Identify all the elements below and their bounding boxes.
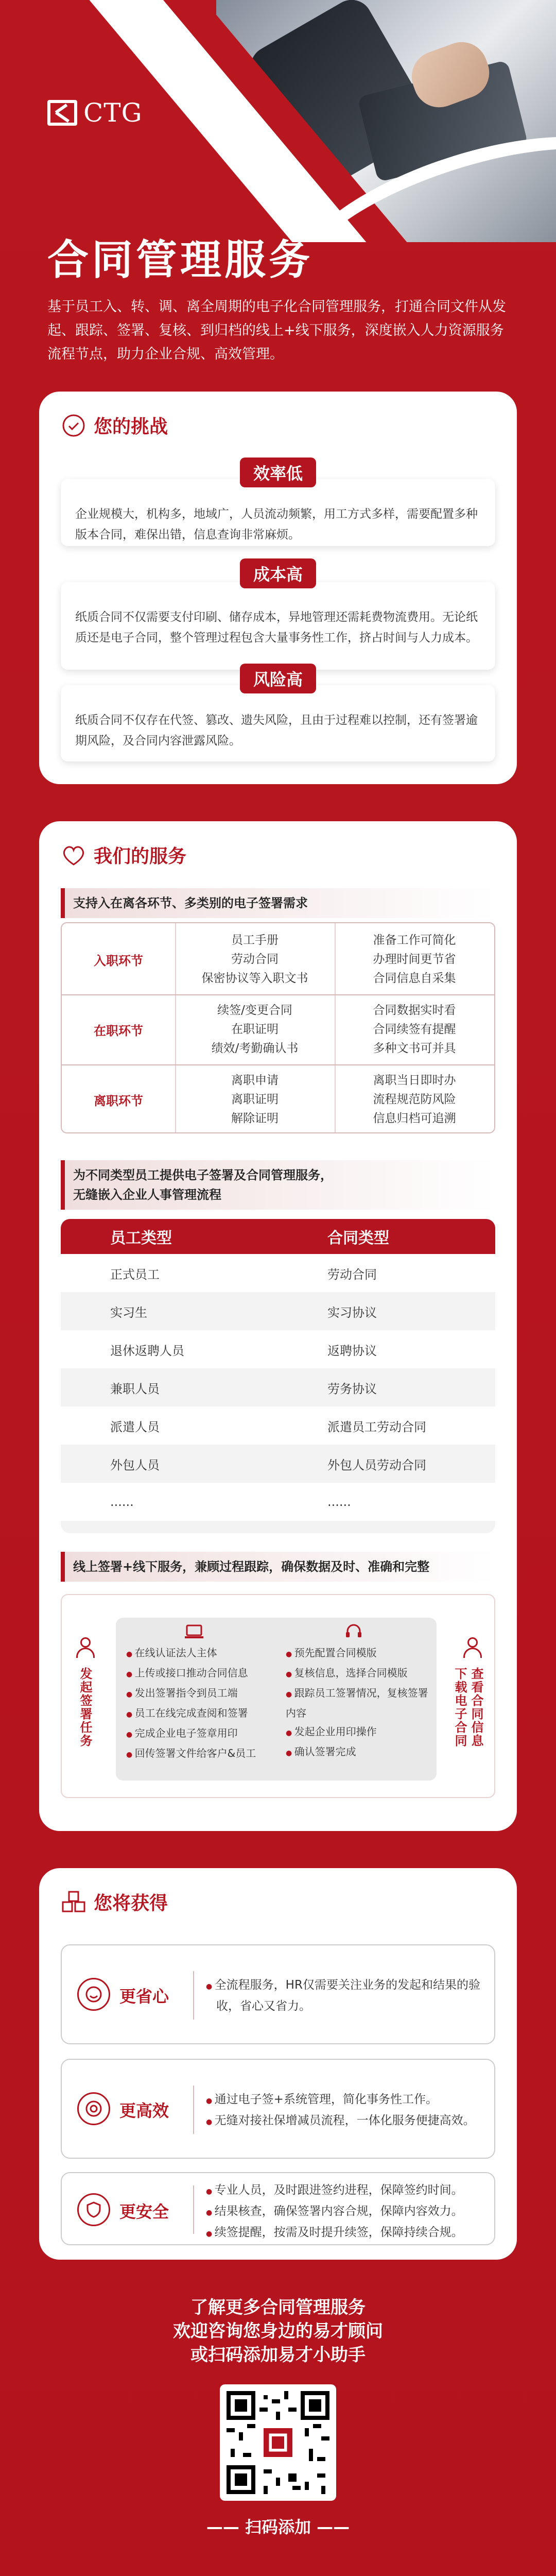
ctg-logo xyxy=(47,98,143,128)
table-cell: 正式员工 xyxy=(110,1267,160,1282)
intro-text: 基于员工入、转、调、离全周期的电子化合同管理服务，打通合同文件从发起、跟踪、签署、复核、到归档的线上+线下服务，深度嵌入人力资源服务流程节点，助力企业合规、高效管理。 xyxy=(47,299,506,362)
laptop-icon xyxy=(184,1624,204,1640)
shield-icon xyxy=(77,2193,110,2226)
flow-row xyxy=(62,928,494,990)
table-row xyxy=(61,1292,495,1330)
smile-icon xyxy=(77,1978,110,2011)
gain-item xyxy=(61,2172,495,2245)
process-step: ● 复核信息，选择合同模版 xyxy=(286,1664,430,1684)
gain-title: 更高效 xyxy=(119,2101,169,2121)
gain-points xyxy=(206,2180,484,2244)
process-left-label: 发起签署任务 xyxy=(78,1667,92,1748)
table-cell: 返聘协议 xyxy=(327,1343,377,1358)
table-row xyxy=(61,1445,495,1483)
process-col-service xyxy=(286,1643,430,1762)
process-right-label-b: 下载电子合同 xyxy=(453,1667,467,1748)
gain-point: ● 结果核查，确保签署内容合规，保障内容效力。 xyxy=(206,2201,484,2223)
table-cell: 派遣员工劳动合同 xyxy=(327,1419,426,1434)
challenge-text: 纸质合同不仅存在代签、篡改、遗失风险，且由于过程难以控制，还有签署逾期风险，及合同内容泄露风险。 xyxy=(75,714,478,748)
challenge-text: 企业规模大，机构多，地域广，人员流动频繁，用工方式多样，需要配置多种版本合同，难保出错，信息查询非常麻烦。 xyxy=(75,507,478,541)
footer-text xyxy=(0,2296,556,2367)
table-cell: 劳动合同 xyxy=(327,1267,377,1282)
process-step: ● 员工在线完成查阅和签署 xyxy=(126,1704,275,1724)
table-row xyxy=(61,1406,495,1445)
gain-point: ● 续签提醒，按需及时提升续签，保障持续合规。 xyxy=(206,2223,484,2244)
flow-col1: 续签/变更合同 在职证明 绩效/考勤确认书 xyxy=(211,1003,299,1055)
table-header-cell: 合同类型 xyxy=(327,1229,389,1247)
gain-item xyxy=(61,2059,495,2159)
footer-line: 了解更多合同管理服务 xyxy=(190,2297,366,2318)
table-header xyxy=(61,1219,495,1254)
process-step: ● 发出签署指令到员工端 xyxy=(126,1684,275,1704)
flow-label: 入职环节 xyxy=(94,953,143,968)
process-steps-panel xyxy=(116,1618,437,1781)
ctg-logo-icon xyxy=(47,100,77,126)
process-step: ● 完成企业电子签章用印 xyxy=(126,1724,275,1744)
flow-col1: 员工手册 劳动合同 保密协议等入职文书 xyxy=(201,933,308,985)
challenge-item xyxy=(61,685,495,761)
table-row xyxy=(61,1254,495,1292)
section-bar: 为不同类型员工提供电子签署及合同管理服务， 无缝嵌入企业人事管理流程 xyxy=(61,1160,495,1210)
gain-title: 更安全 xyxy=(119,2202,169,2222)
gains-card xyxy=(39,1868,517,2260)
challenge-text: 纸质合同不仅需要支付印刷、储存成本，异地管理还需耗费物流费用。无论纸质还是电子合同，整个管理过程包含大量事务性工作，挤占时间与人力成本。 xyxy=(75,611,478,645)
challenges-card xyxy=(39,392,517,784)
table-cell: 派遣人员 xyxy=(110,1419,160,1434)
table-cell: ...... xyxy=(327,1495,351,1509)
process-col-client xyxy=(126,1643,275,1764)
hand-heart-icon xyxy=(61,413,86,438)
process-step: ● 预先配置合同模版 xyxy=(286,1643,430,1664)
flow-row xyxy=(62,998,494,1060)
logo-text: CTG xyxy=(83,98,143,128)
gain-points xyxy=(206,1975,484,2016)
flow-col1: 离职申请 离职证明 解除证明 xyxy=(231,1073,279,1125)
challenge-item xyxy=(61,582,495,670)
hr-icon xyxy=(461,1637,484,1660)
footer-line: 或扫码添加易才小助手 xyxy=(190,2345,366,2365)
gain-title: 更省心 xyxy=(119,1987,169,2006)
gain-points xyxy=(206,2090,484,2132)
process-step: ● 确认签署完成 xyxy=(286,1742,430,1762)
table-cell: 实习协议 xyxy=(327,1305,377,1320)
table-cell: 退休返聘人员 xyxy=(110,1343,184,1358)
table-cell: 外包人员劳动合同 xyxy=(327,1458,426,1472)
headset-icon xyxy=(343,1624,364,1640)
table-cell: 实习生 xyxy=(110,1305,147,1320)
table-cell: 外包人员 xyxy=(110,1458,160,1472)
challenge-tag: 效率低 xyxy=(240,457,316,487)
process-right-label-a: 查看合同信息 xyxy=(469,1667,483,1748)
process-step: ● 上传或接口推动合同信息 xyxy=(126,1664,275,1684)
process-step: ● 发起企业用印操作 xyxy=(286,1722,430,1742)
flow-label: 离职环节 xyxy=(94,1093,143,1108)
scan-label: —— 扫码添加 —— xyxy=(206,2517,350,2537)
qr-pattern xyxy=(227,2391,329,2494)
flow-table xyxy=(61,922,495,1133)
services-card xyxy=(39,821,517,1831)
target-icon xyxy=(77,2092,110,2125)
process-diagram xyxy=(61,1594,495,1798)
flow-col2: 离职当日即时办 流程规范防风险 信息归档可追溯 xyxy=(373,1073,456,1125)
table-row xyxy=(61,1483,495,1521)
process-step: ● 跟踪员工签署情况，复核签署内容 xyxy=(286,1684,430,1722)
page-title: 合同管理服务 xyxy=(47,236,313,284)
challenge-tag: 风险高 xyxy=(240,664,316,693)
challenges-title: 您的挑战 xyxy=(94,416,168,437)
table-row xyxy=(61,1368,495,1406)
gain-point: ● 全流程服务，HR仅需要关注业务的发起和结果的验收，省心又省力。 xyxy=(206,1975,484,2016)
gains-title: 您将获得 xyxy=(94,1893,168,1914)
table-cell: ...... xyxy=(110,1495,134,1509)
process-step: ● 在线认证法人主体 xyxy=(126,1643,275,1664)
footer-line: 欢迎咨询您身边的易才顾问 xyxy=(173,2321,383,2342)
process-step: ● 回传签署文件给客户&员工 xyxy=(126,1744,275,1764)
gain-point: ● 无缝对接社保增减员流程，一体化服务便捷高效。 xyxy=(206,2111,484,2132)
cubes-icon xyxy=(61,1889,86,1915)
challenge-tag: 成本高 xyxy=(240,558,316,588)
gain-item xyxy=(61,1944,495,2044)
flow-row xyxy=(62,1069,494,1130)
employee-contract-table xyxy=(61,1219,495,1533)
table-cell: 劳务协议 xyxy=(327,1381,377,1396)
heart-handshake-icon xyxy=(61,842,86,868)
gain-point: ● 通过电子签+系统管理，简化事务性工作。 xyxy=(206,2090,484,2111)
services-title: 我们的服务 xyxy=(94,846,187,867)
table-row xyxy=(61,1330,495,1368)
flow-label: 在职环节 xyxy=(94,1023,143,1038)
table-header-cell: 员工类型 xyxy=(110,1229,172,1247)
gain-point: ● 专业人员，及时跟进签约进程，保障签约时间。 xyxy=(206,2180,484,2201)
table-cell: 兼职人员 xyxy=(110,1381,160,1396)
challenge-item xyxy=(61,479,495,546)
section-bar: 支持入在离各环节、多类别的电子签署需求 xyxy=(61,888,495,918)
flow-col2: 准备工作可简化 办理时间更节省 合同信息自采集 xyxy=(373,933,456,985)
flow-col2: 合同数据实时看 合同续签有提醒 多种文书可并具 xyxy=(373,1003,456,1055)
hr-icon xyxy=(74,1637,97,1660)
section-bar: 线上签署+线下服务，兼顾过程跟踪，确保数据及时、准确和完整 xyxy=(61,1552,495,1582)
qr-code[interactable] xyxy=(220,2384,336,2501)
